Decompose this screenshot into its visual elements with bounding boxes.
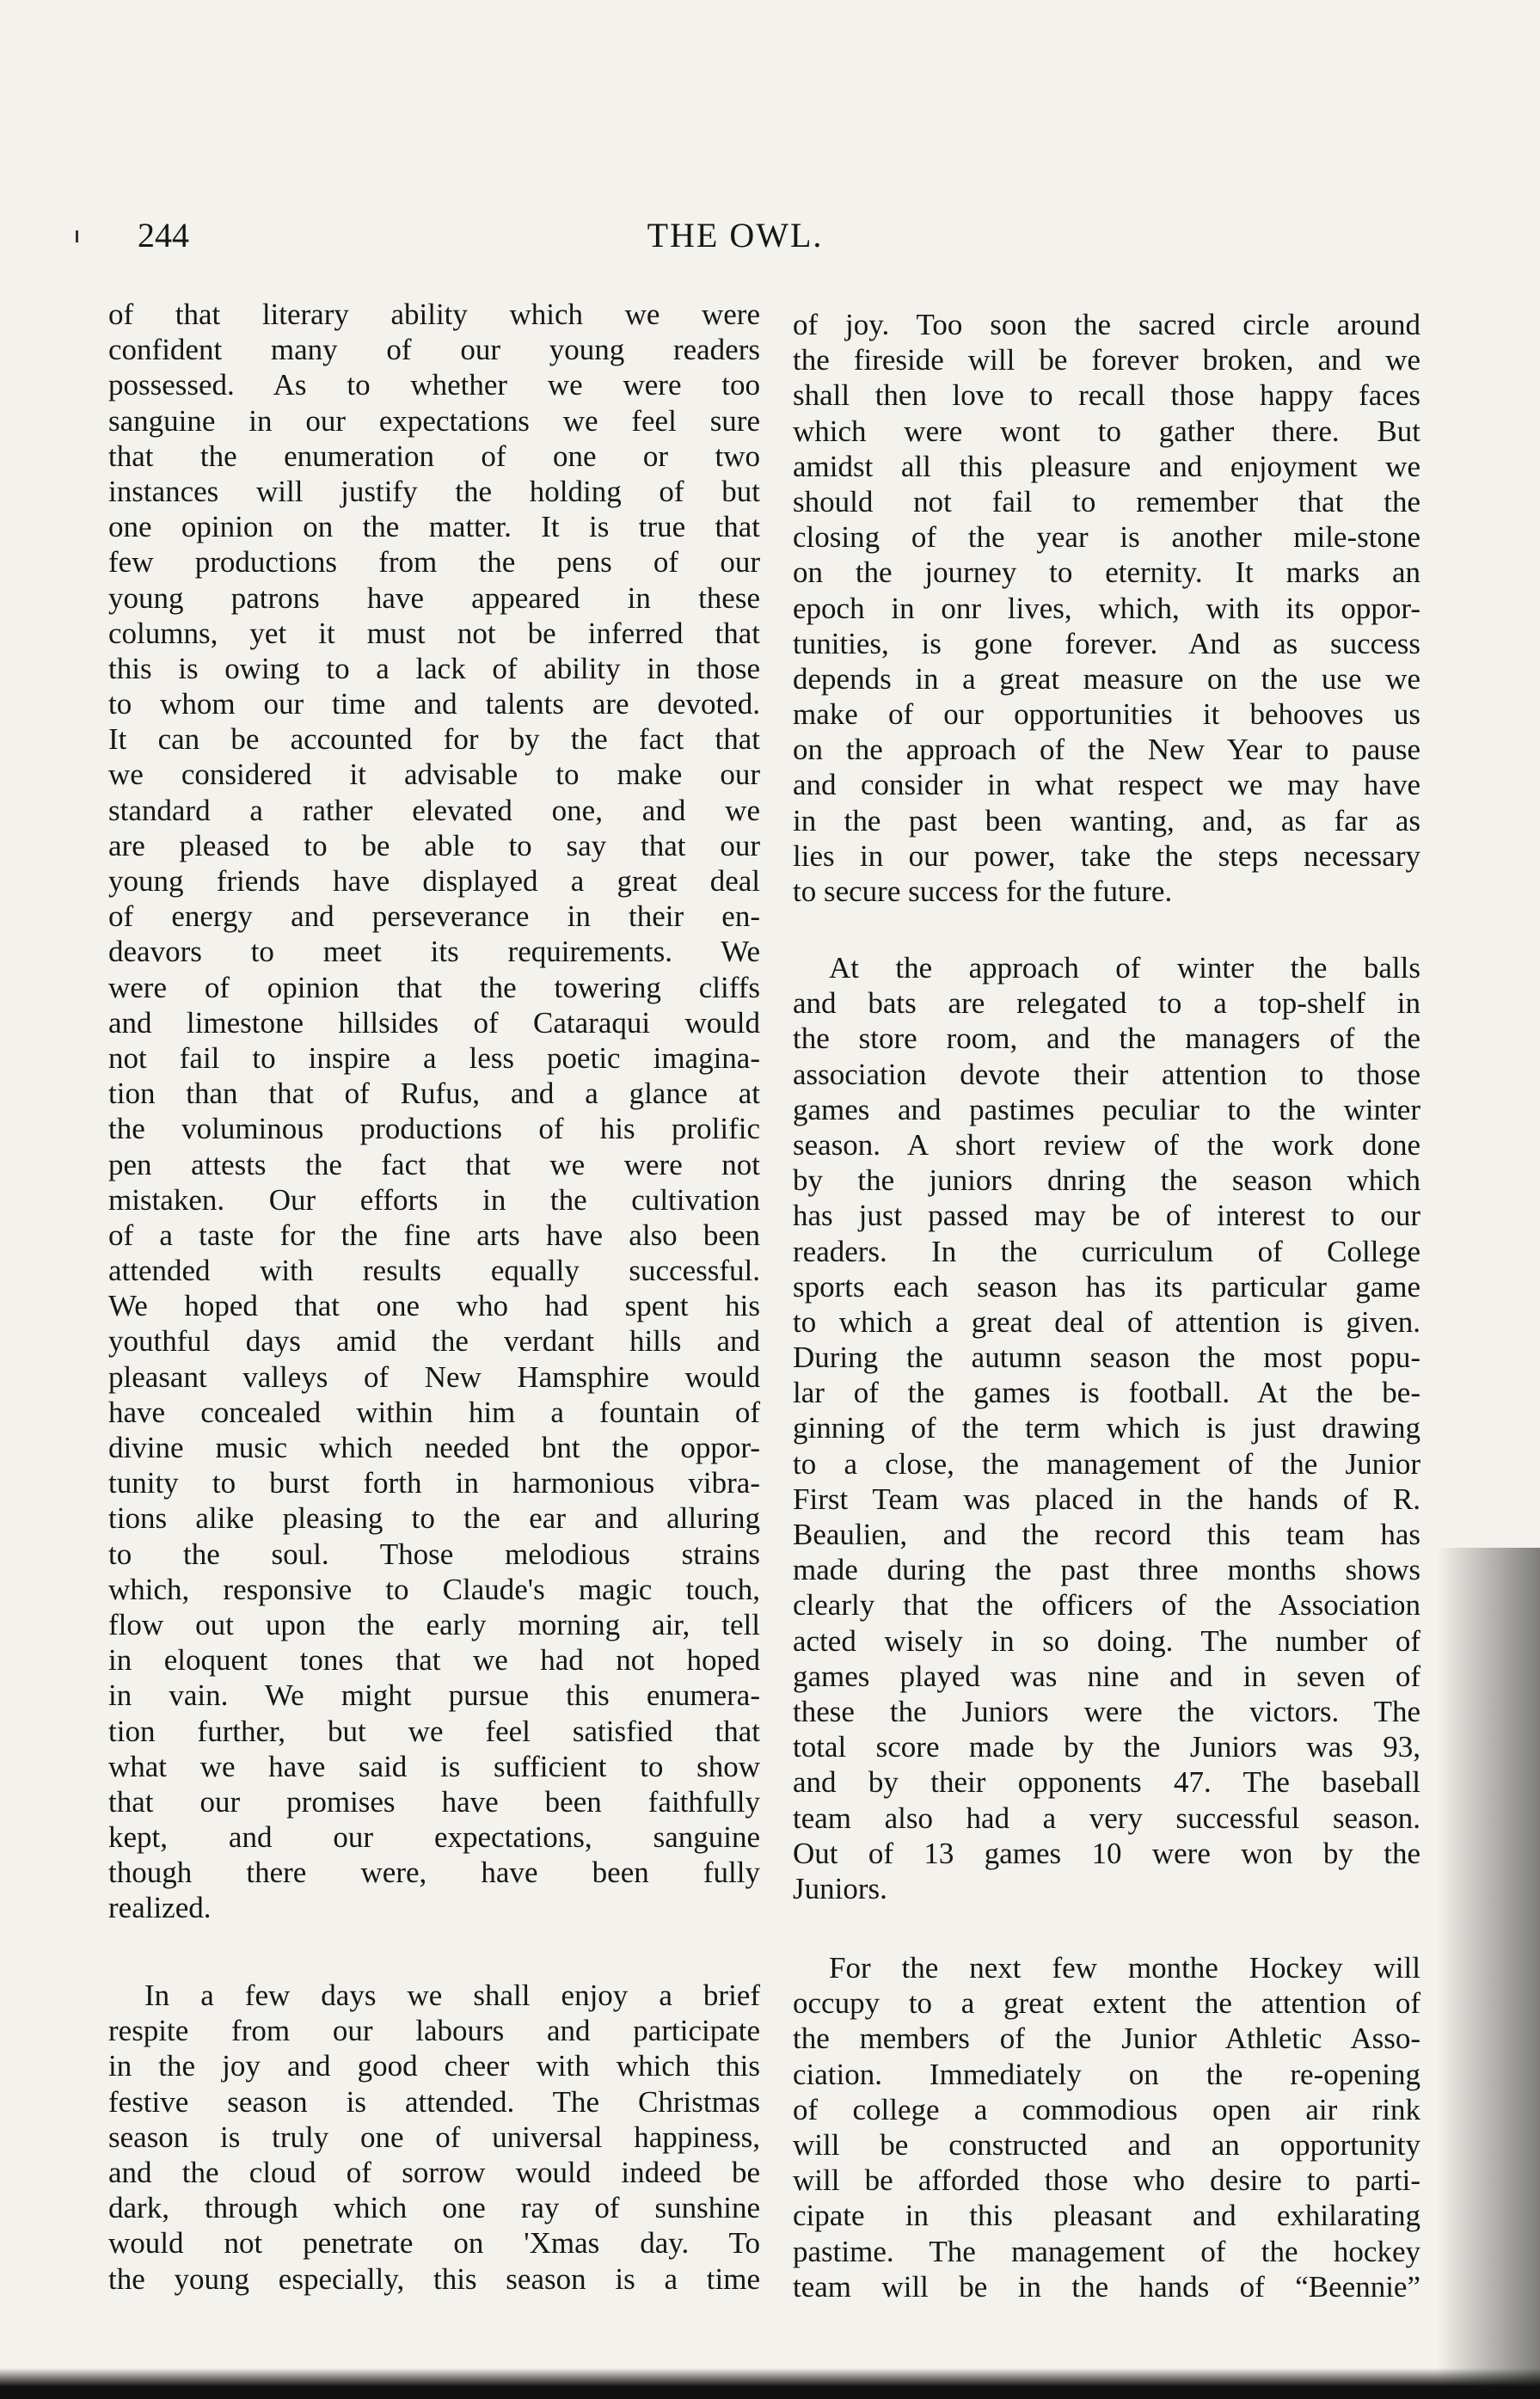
text-line: sports each season has its particular game	[793, 1269, 1420, 1304]
text-line: the store room, and the managers of the	[793, 1022, 1420, 1056]
paragraph	[793, 950, 1420, 1906]
text-line: cipate in this pleasant and exhilarating	[793, 2199, 1420, 2233]
text-line: At the approach of winter the balls	[829, 951, 1420, 985]
text-line: make of our opportunities it behooves us	[793, 697, 1420, 732]
text-line: festive season is attended. The Christmas	[108, 2084, 760, 2119]
text-line: of college a commodious open air rink	[793, 2092, 1420, 2126]
text-line: kept, and our expectations, sanguine	[108, 1820, 760, 1855]
text-line: occupy to a great extent the attention of	[793, 1986, 1420, 2021]
text-line: tunity to burst forth in harmonious vibra-	[108, 1466, 760, 1500]
text-line: of a taste for the fine arts have also been	[108, 1218, 760, 1252]
running-title: THE OWL.	[647, 216, 824, 255]
text-line: to the soul. Those melodious strains	[108, 1537, 760, 1571]
text-line: For the next few monthe Hockey will	[829, 1951, 1420, 1985]
text-line: tions alike pleasing to the ear and alluring	[108, 1501, 760, 1536]
text-line: which, responsive to Claude's magic touch,	[108, 1572, 760, 1606]
text-line: depends in a great measure on the use we	[793, 661, 1420, 696]
text-line: games and pastimes peculiar to the winter	[793, 1092, 1420, 1126]
text-line: not fail to inspire a less poetic imagina-	[108, 1040, 760, 1075]
text-line: has just passed may be of interest to our	[793, 1199, 1420, 1233]
text-line: what we have said is sufficient to show	[108, 1749, 760, 1783]
text-line: realized.	[108, 1891, 212, 1925]
text-line: ciation. Immediately on the re-opening	[793, 2057, 1420, 2091]
text-line: We hoped that one who had spent his	[108, 1289, 760, 1323]
text-line: possessed. As to whether we were too	[108, 368, 760, 402]
text-line: association devote their attention to those	[793, 1057, 1420, 1091]
text-line: Beaulien, and the record this team has	[793, 1518, 1420, 1551]
text-line: attended with results equally successful.	[108, 1254, 760, 1288]
text-line: will be afforded those who desire to parti-	[793, 2163, 1420, 2198]
text-line: games played was nine and in seven of	[793, 1659, 1420, 1693]
text-line: the young especially, this season is a time	[108, 2261, 760, 2296]
text-line: which were wont to gather there. But	[793, 414, 1420, 448]
text-line: Out of 13 games 10 were won by the	[793, 1836, 1420, 1870]
text-line: mistaken. Our efforts in the cultivation	[108, 1182, 760, 1217]
paragraph	[108, 1978, 760, 2297]
text-line: columns, yet it must not be inferred that	[108, 616, 760, 650]
text-line: on the journey to eternity. It marks an	[793, 555, 1420, 590]
text-line: are pleased to be able to say that our	[108, 828, 760, 862]
text-line: In a few days we shall enjoy a brief	[144, 1979, 760, 2012]
text-line: young patrons have appeared in these	[108, 580, 760, 615]
text-line: in vain. We might pursue this enumera-	[108, 1678, 760, 1713]
text-line: young friends have displayed a great deal	[108, 864, 760, 898]
text-line: amidst all this pleasure and enjoyment we	[793, 449, 1420, 483]
text-line: deavors to meet its requirements. We	[108, 935, 760, 969]
text-line: should not fail to remember that the	[793, 484, 1420, 518]
text-line: to which a great deal of attention is given.	[793, 1304, 1420, 1339]
page-number: 244	[138, 216, 189, 255]
text-line: were of opinion that the towering cliffs	[108, 970, 760, 1004]
text-line: It can be accounted for by the fact that	[108, 722, 760, 757]
paragraph	[793, 307, 1420, 909]
text-line: acted wisely in so doing. The number of	[793, 1623, 1420, 1658]
text-line: this is owing to a lack of ability in those	[108, 651, 760, 685]
text-line: one opinion on the matter. It is true that	[108, 510, 760, 544]
text-line: and by their opponents 47. The baseball	[793, 1765, 1420, 1800]
text-line: ginning of the term which is just drawing	[793, 1411, 1420, 1445]
text-line: would not penetrate on 'Xmas day. To	[108, 2226, 760, 2261]
text-line: to whom our time and talents are devoted.	[108, 687, 760, 721]
text-line: made during the past three months shows	[793, 1553, 1420, 1587]
scan-bottom-border	[0, 2368, 1540, 2399]
text-line: of that literary ability which we were	[108, 298, 760, 331]
text-line: in the past been wanting, and, as far as	[793, 803, 1420, 838]
text-line: pen attests the fact that we were not	[108, 1147, 760, 1181]
text-line: pleasant valleys of New Hamsphire would	[108, 1359, 760, 1394]
text-line: readers. In the curriculum of College	[793, 1234, 1420, 1268]
text-line: season. A short review of the work done	[793, 1127, 1420, 1162]
text-line: youthful days amid the verdant hills and	[108, 1324, 760, 1359]
text-line: pastime. The management of the hockey	[793, 2234, 1420, 2268]
text-line: During the autumn season the most popu-	[793, 1341, 1420, 1375]
text-line: the voluminous productions of his prolific	[108, 1112, 760, 1146]
text-line: tion than that of Rufus, and a glance at	[108, 1077, 760, 1111]
text-line: total score made by the Juniors was 93,	[793, 1730, 1420, 1764]
text-line: team also had a very successful season.	[793, 1801, 1420, 1835]
text-line: and bats are relegated to a top-shelf in	[793, 986, 1420, 1021]
text-line: the members of the Junior Athletic Asso-	[793, 2022, 1420, 2056]
text-line: and limestone hillsides of Cataraqui would	[108, 1005, 760, 1040]
text-line: that our promises have been faithfully	[108, 1784, 760, 1819]
text-line: to a close, the management of the Junior	[793, 1446, 1420, 1481]
text-line: the fireside will be forever broken, and we	[793, 343, 1420, 377]
text-line: clearly that the officers of the Association	[793, 1588, 1420, 1623]
text-line: will be constructed and an opportunity	[793, 2127, 1420, 2162]
paragraph	[793, 1950, 1420, 2304]
text-line: of joy. Too soon the sacred circle around	[793, 308, 1420, 341]
text-line: shall then love to recall those happy faces	[793, 378, 1420, 413]
text-line: these the Juniors were the victors. The	[793, 1694, 1420, 1728]
text-line: respite from our labours and participate	[108, 2014, 760, 2048]
text-line: epoch in onr lives, which, with its oppor-	[793, 591, 1420, 625]
text-line: closing of the year is another mile-stone	[793, 520, 1420, 555]
paragraph	[108, 297, 760, 1926]
text-line: by the juniors dnring the season which	[793, 1163, 1420, 1198]
text-line: dark, through which one ray of sunshine	[108, 2191, 760, 2225]
text-line: though there were, have been fully	[108, 1856, 760, 1890]
scan-edge-shadow	[1437, 1548, 1540, 2399]
text-line: to secure success for the future.	[793, 874, 1173, 908]
text-line: and consider in what respect we may have	[793, 768, 1420, 802]
text-line: instances will justify the holding of but	[108, 474, 760, 508]
text-line: and the cloud of sorrow would indeed be	[108, 2155, 760, 2189]
text-line: First Team was placed in the hands of R.	[793, 1482, 1420, 1516]
text-line: that the enumeration of one or two	[108, 439, 760, 473]
text-line: of energy and perseverance in their en-	[108, 899, 760, 934]
text-line: tion further, but we feel satisfied that	[108, 1714, 760, 1748]
text-line: season is truly one of universal happiness,	[108, 2120, 760, 2154]
text-line: confident many of our young readers	[108, 333, 760, 367]
text-line: standard a rather elevated one, and we	[108, 793, 760, 827]
text-line: in eloquent tones that we had not hoped	[108, 1643, 760, 1678]
text-line: we considered it advisable to make our	[108, 758, 760, 792]
text-line: flow out upon the early morning air, tell	[108, 1607, 760, 1641]
text-line: divine music which needed bnt the oppor-	[108, 1431, 760, 1464]
text-line: Juniors.	[793, 1871, 887, 1905]
text-line: sanguine in our expectations we feel sure	[108, 403, 760, 438]
text-line: lar of the games is football. At the be-	[793, 1376, 1420, 1410]
text-line: in the joy and good cheer with which this	[108, 2049, 760, 2083]
text-line: on the approach of the New Year to pause	[793, 733, 1420, 767]
text-line: lies in our power, take the steps necessary	[793, 838, 1420, 873]
text-line: have concealed within him a fountain of	[108, 1395, 760, 1429]
text-line: few productions from the pens of our	[108, 545, 760, 580]
text-line: team will be in the hands of “Beennie”	[793, 2269, 1420, 2304]
text-line: tunities, is gone forever. And as success	[793, 626, 1420, 660]
